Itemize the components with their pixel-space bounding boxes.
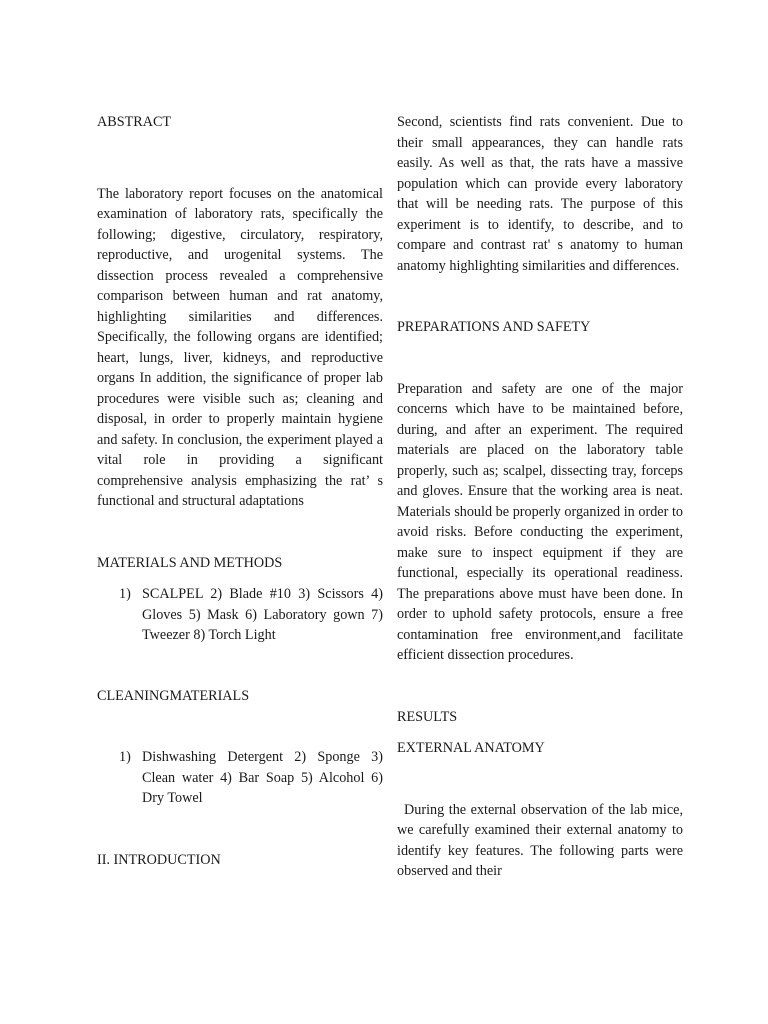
preparations-heading: PREPARATIONS AND SAFETY — [397, 319, 591, 335]
preparations-body: Preparation and safety are one of the major concerns which have to be maintained before, during, and after an experiment. The required materials are placed on the laboratory table properly, such as; scalpel, dissecting tray, forceps and gloves. Ensure that the working area is neat. Materials should be properly organized in order to avoid risks. Before conducting the experiment, make sure to inspect equipment if they are functional, especially its operational readiness. The preparations above must have been done. In order to uphold safety protocols, ensure a free contamination free environment,and facilitate efficient dissection procedures. — [397, 380, 683, 663]
list-number: 1) — [119, 586, 131, 602]
materials-list-item — [119, 584, 383, 646]
cleaning-heading: CLEANINGMATERIALS — [97, 687, 250, 704]
introduction-heading: II. INTRODUCTION — [97, 851, 221, 868]
cleaning-list-text: Dishwashing Detergent 2) Sponge 3) Clean water 4) Bar Soap 5) Alcohol 6) Dry Towel — [142, 749, 383, 806]
cleaning-list-item — [119, 747, 383, 809]
list-number: 1) — [119, 749, 131, 765]
abstract-body: The laboratory report focuses on the anatomical examination of laboratory rats, specifically the following; digestive, circulatory, respiratory, reproductive, and urogenital systems. The dissection process revealed a comprehensive comparison between human and rat anatomy, highlighting similarities and differences. Specifically, the following organs are identified; heart, lungs, liver, kidneys, and reproductive organs In addition, the significance of proper lab procedures were visible such as; cleaning and disposal, in order to properly maintain hygiene and safety. In conclusion, the experiment played a vital role in providing a significant comprehensive analysis emphasizing the rat’ s functional and structural adaptations — [97, 185, 383, 509]
materials-heading: MATERIALS AND METHODS — [97, 554, 283, 571]
materials-list-text: SCALPEL 2) Blade #10 3) Scissors 4) Gloves 5) Mask 6) Laboratory gown 7) Tweezer 8) Torch Light — [142, 586, 383, 643]
introduction-continued-body: Second, scientists find rats convenient. Due to their small appearances, they can handle rats easily. As well as that, the rats have a massive population which can provide every laboratory that will be needing rats. The purpose of this experiment is to identify, to describe, and to compare and contrast rat' s anatomy to human anatomy highlighting similarities and differences. — [397, 114, 683, 274]
left-column — [97, 112, 383, 870]
abstract-heading: ABSTRACT — [97, 114, 172, 130]
external-anatomy-body: During the external observation of the lab mice, we carefully examined their external anatomy to identify key features. The following parts were observed and their — [397, 801, 683, 879]
results-heading: RESULTS — [397, 708, 458, 725]
external-anatomy-heading: EXTERNAL ANATOMY — [397, 740, 545, 756]
right-column — [397, 112, 683, 882]
